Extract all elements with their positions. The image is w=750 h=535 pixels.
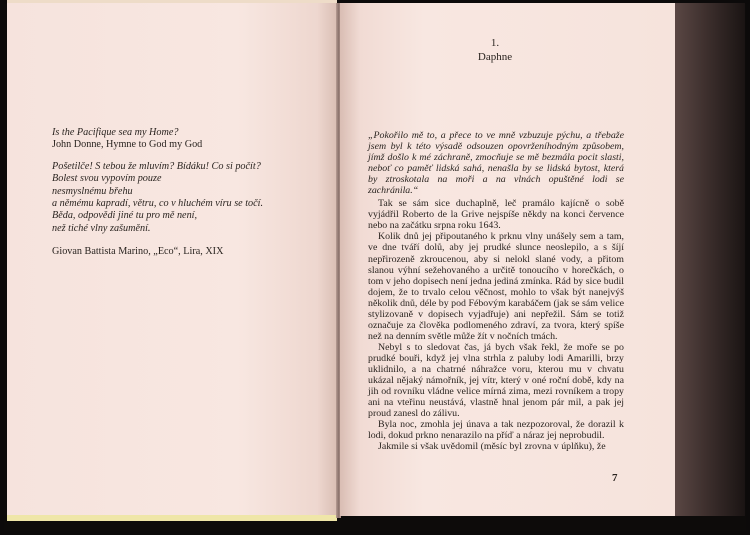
poem-line: a němému kapradí, větru, co v hluchém víru se točí. (52, 198, 264, 210)
paragraph: Jakmile si však uvědomil (měsíc byl zrovna v úplňku), že (378, 441, 606, 453)
page-block-edge (675, 3, 745, 516)
epigraph-line: Is the Pacifique sea my Home? (52, 127, 179, 138)
chapter-number: 1. (490, 37, 500, 49)
paragraph: Byla noc, zmohla jej únava a tak nezpozoroval, že dorazil k lodi, dokud prkno nenarazilo na příď a náraz jej neprobudil. (368, 419, 624, 442)
chapter-body (368, 130, 624, 452)
poem-line: Pošetilče! S tebou že mluvím? Bídáku! Co si počít? (52, 160, 261, 172)
opening-quote: „Pokořilo mě to, a přece to ve mně vzbuzuje pýchu, a třebaže jsem byl k této výsadě odsouzen opovrženíhodným způsobem, jímž došlo k mé záchraně, zmocňuje se mě bezmála pocit slasti, neboť co paměť lidská sahá, nenašla by se lidská bytost, která by ztroskotala na moři a na vlnách opuštěné lodi se zachránila.“ (368, 130, 624, 197)
poem-line: Bolest svou vypovím pouze (52, 173, 162, 185)
chapter-title: Daphne (477, 51, 513, 63)
left-page-edge (7, 0, 337, 3)
poem-line: nesmyslnému břehu (52, 185, 133, 197)
paragraph: Kolik dnů jej připoutaného k prknu vlny unášely sem a tam, ve dne tváří dolů, aby jej prudké slunce neoslepilo, a s šíjí nepřirozeně zkroucenou, aby si nelokl slané vody, a přitom slanou výhní sežehovaného a určitě tonoucího v horečkách, o tom v jeho dopisech není jedna jediná zmínka. Rád by sice budil dojem, že to trvalo celou věčnost, mohlo to však být nanejvýš několik dnů, déle by pod Fébovým karabáčem (jak se sám velice stylizovaně v dopisech vyjadřuje) ani nepřežil. Sám se totiž označuje za člověka podlomeného zdraví, za tvora, který spíše než na denním světle může žít v nočních tmách. (368, 231, 624, 342)
left-page (7, 3, 337, 521)
paragraph: Nebyl s to sledovat čas, já bych však řekl, že moře se po prudké bouři, když jej vlna strhla z paluby lodi Amarilli, brzy uklidnilo, a na chatrné náhražce voru, kterou mu v chvatu ukázal nějaký námořník, jej vítr, který v oné roční době, kdy na jih od rovníku vládne velice mírná zima, mezi rovníkem a tropy ani na vteřinu neustává, vlastně hnal jenom pár mil, a pak jej proud zanesl do zálivu. (368, 341, 624, 420)
epigraph-title: Hymne to God my God (106, 139, 203, 151)
epigraph-source (52, 139, 322, 151)
poem-line: než tiché vlny zašumění. (52, 222, 151, 234)
paragraph: Tak se sám sice duchaplně, leč pramálo kajícně o sobě vyjádřil Roberto de la Grive nejspíše někdy na konci července nebo na začátku srpna roku 1643. (368, 198, 624, 232)
poem-line: Běda, odpovědi jiné tu pro mě není, (52, 210, 198, 222)
page-number: 7 (612, 472, 618, 484)
poem-attribution: Giovan Battista Marino, „Eco“, Lira, XIX (52, 246, 224, 257)
epigraph (52, 127, 322, 235)
epigraph-author: John Donne, (52, 139, 104, 151)
